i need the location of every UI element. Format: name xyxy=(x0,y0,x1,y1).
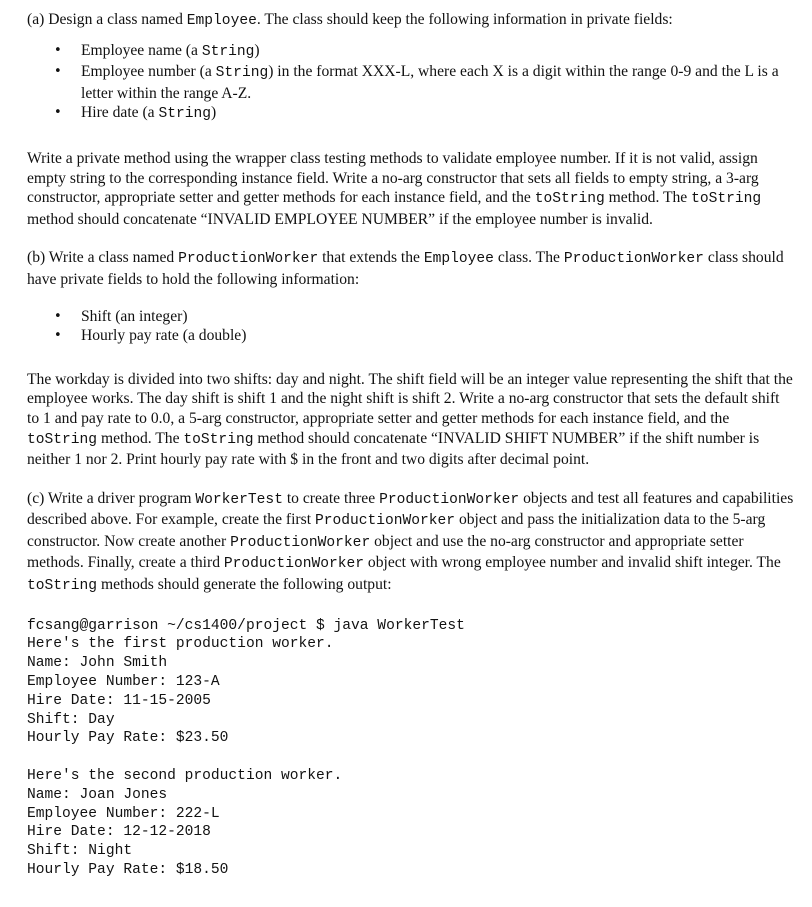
terminal-line: Hourly Pay Rate: $23.50 xyxy=(27,730,229,747)
part-b-field-list xyxy=(27,307,794,346)
terminal-line: Shift: Day xyxy=(27,711,115,728)
terminal-line: Hourly Pay Rate: $18.50 xyxy=(27,862,229,879)
terminal-line: Here's the first production worker. xyxy=(27,636,334,653)
part-b-intro: (b) Write a class named ProductionWorker that extends the Employee class. The ProductionWorker class should have private fields to hold the following information: xyxy=(27,249,784,288)
terminal-line: Name: Joan Jones xyxy=(27,786,168,803)
terminal-output xyxy=(27,617,794,880)
terminal-line: Hire Date: 12-12-2018 xyxy=(27,824,211,841)
list-item: • Hire date (a String) xyxy=(81,103,794,125)
list-item: • Employee number (a String) in the format XXX-L, where each X is a digit within the range 0-9 and the L is a letter within the range A-Z. xyxy=(81,62,794,103)
terminal-line: Shift: Night xyxy=(27,843,133,860)
part-a-paragraph: Write a private method using the wrapper class testing methods to validate employee number. If it is not valid, assign empty string to the corresponding instance field. Write a no-arg constructor that sets all fields to empty string, a 3-arg constructor, appropriate setter and getter methods for each instance field, and the toString method. The toString method should concatenate “INVALID EMPLOYEE NUMBER” if the employee number is invalid. xyxy=(27,149,762,228)
terminal-line: Here's the second production worker. xyxy=(27,768,343,785)
terminal-line: Employee Number: 222-L xyxy=(27,805,220,822)
part-b-paragraph: The workday is divided into two shifts: day and night. The shift field will be an integer value representing the shift that the employee works. The day shift is shift 1 and the night shift is shift 2. Write a no-arg constructor that sets the default shift to 1 and pay rate to 0.0, a 5-arg constructor, appropriate setter and getter methods for each instance field, and the toString method. The toString method should concatenate “INVALID SHIFT NUMBER” if the shift number is neither 1 nor 2. Print hourly pay rate with $ in the front and two digits after decimal point. xyxy=(27,370,793,469)
part-a-intro: (a) Design a class named Employee. The class should keep the following information in private fields: xyxy=(27,11,673,29)
list-item: • Shift (an integer) xyxy=(81,307,794,327)
class-name-employee: Employee xyxy=(186,13,257,29)
part-a-field-list xyxy=(27,41,794,125)
terminal-line: fcsang@garrison ~/cs1400/project $ java WorkerTest xyxy=(27,617,465,634)
list-item: • Employee name (a String) xyxy=(81,41,794,63)
terminal-line: Employee Number: 123-A xyxy=(27,674,220,691)
part-c-paragraph: (c) Write a driver program WorkerTest to create three ProductionWorker objects and test all features and capabilities described above. For example, create the first ProductionWorker object and pass the initialization data to the 5-arg constructor. Now create another ProductionWorker object and use the no-arg constructor and appropriate setter methods. Finally, create a third ProductionWorker object with wrong employee number and invalid shift integer. The toString methods should generate the following output: xyxy=(27,489,794,595)
terminal-line: Hire Date: 11-15-2005 xyxy=(27,692,211,709)
terminal-line: Name: John Smith xyxy=(27,655,168,672)
list-item: • Hourly pay rate (a double) xyxy=(81,326,794,346)
